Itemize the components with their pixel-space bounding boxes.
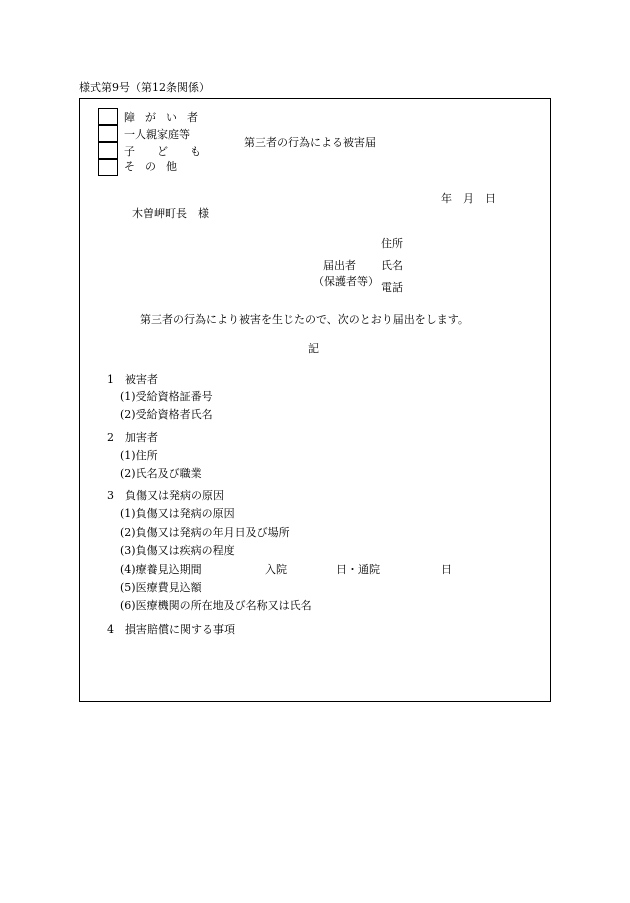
checkbox-label-other: その他 xyxy=(124,160,187,173)
period-day: 日 xyxy=(441,563,452,576)
section-offender-item: (2)氏名及び職業 xyxy=(120,467,202,480)
section-offender-item: (1)住所 xyxy=(120,449,158,462)
ki-marker: 記 xyxy=(308,342,319,355)
statement: 第三者の行為により被害を生じたので、次のとおり届出をします。 xyxy=(140,313,469,326)
checkbox-label-single-parent: 一人親家庭等 xyxy=(124,128,190,141)
section-damages-title: 4 損害賠償に関する事項 xyxy=(107,623,235,636)
section-cause-item: (1)負傷又は発病の原因 xyxy=(120,507,235,520)
addressee: 木曽岬町長 様 xyxy=(132,207,209,220)
section-cause-item: (6)医療機関の所在地及び名称又は氏名 xyxy=(120,599,312,612)
section-offender-title: 2 加害者 xyxy=(107,431,158,444)
address-label: 住所 xyxy=(381,237,403,250)
section-victim-title: 1 被害者 xyxy=(107,373,158,386)
name-label: 氏名 xyxy=(381,259,403,272)
period-inpatient: 入院 xyxy=(265,563,287,576)
section-cause-item: (2)負傷又は発病の年月日及び場所 xyxy=(120,526,290,539)
section-victim-item: (1)受給資格証番号 xyxy=(120,390,213,403)
checkbox-other[interactable] xyxy=(98,159,118,176)
section-victim-item: (2)受給資格者氏名 xyxy=(120,408,213,421)
checkbox-child[interactable] xyxy=(98,142,118,159)
checkbox-disabled[interactable] xyxy=(98,108,118,125)
phone-label: 電話 xyxy=(381,281,403,294)
checkbox-label-disabled: 障がい者 xyxy=(124,111,208,124)
period-outpatient: 日・通院 xyxy=(336,563,380,576)
checkbox-label-child: 子ども xyxy=(124,145,223,158)
guardian-label: （保護者等） xyxy=(313,275,379,288)
form-title: 第三者の行為による被害届 xyxy=(244,136,376,149)
section-cause-item: (4)療養見込期間 xyxy=(120,563,202,576)
section-cause-item: (5)医療費見込額 xyxy=(120,581,202,594)
section-cause-title: 3 負傷又は発病の原因 xyxy=(107,489,224,502)
form-number: 様式第9号（第12条関係） xyxy=(79,81,210,94)
applicant-label: 届出者 xyxy=(323,259,356,272)
checkbox-single-parent[interactable] xyxy=(98,125,118,142)
section-cause-item: (3)負傷又は疾病の程度 xyxy=(120,544,235,557)
date-line: 年 月 日 xyxy=(441,192,496,205)
